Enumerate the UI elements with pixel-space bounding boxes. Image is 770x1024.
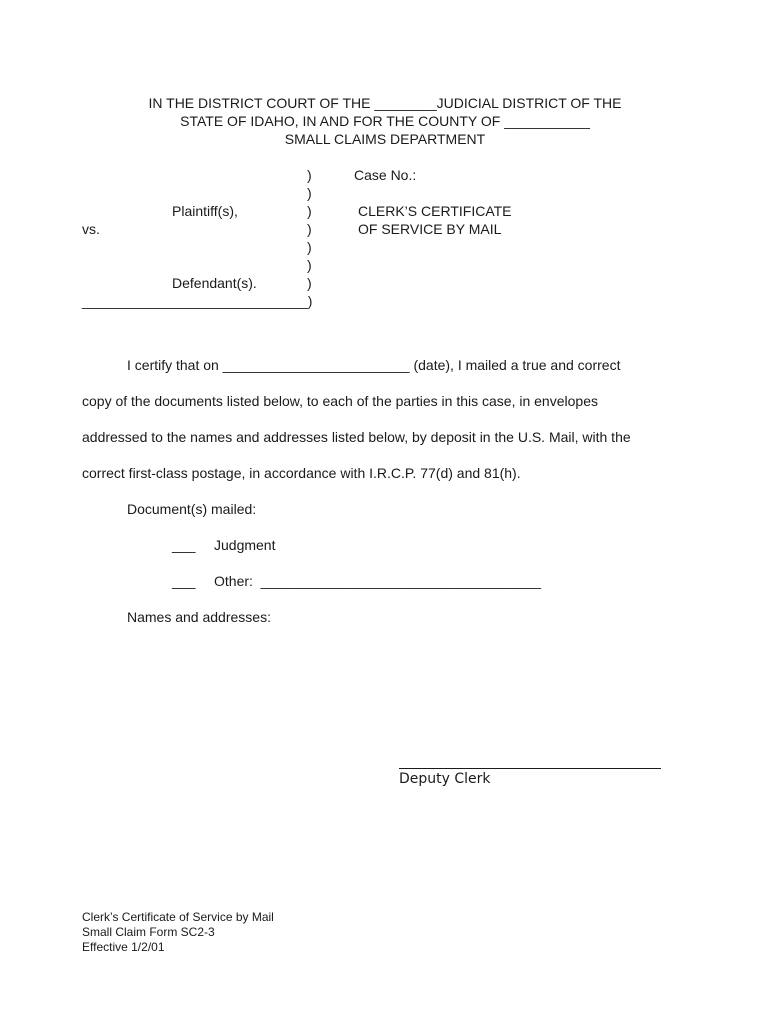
- documents-mailed-label: Document(s) mailed:: [127, 501, 257, 517]
- caption-paren: ): [307, 257, 312, 273]
- certify-line-2: copy of the documents listed below, to each of the parties in this case, in envelopes: [82, 393, 598, 409]
- footer-form-number: Small Claim Form SC2-3: [82, 925, 215, 939]
- caption-paren: ): [307, 185, 312, 201]
- judgment-label: Judgment: [214, 537, 276, 553]
- judgment-check-blank: ___: [172, 537, 196, 553]
- other-label: Other: ____________________________________: [214, 573, 541, 589]
- signature-line: [399, 768, 661, 769]
- certify-line-1: I certify that on ________________________ (date), I mailed a true and correct: [127, 357, 621, 373]
- footer-effective-date: Effective 1/2/01: [82, 940, 165, 954]
- caption-bottom-rule-paren: _____________________________): [82, 293, 313, 309]
- footer-form-title: Clerk’s Certificate of Service by Mail: [82, 910, 274, 924]
- document-title-line-1: CLERK’S CERTIFICATE: [358, 203, 512, 219]
- caption-paren: ): [307, 167, 312, 183]
- document-title-line-2: OF SERVICE BY MAIL: [358, 221, 502, 237]
- caption-paren: ): [307, 221, 312, 237]
- other-check-blank: ___: [172, 573, 196, 589]
- caption-paren: ): [307, 275, 312, 291]
- caption-paren: ): [307, 239, 312, 255]
- case-number-label: Case No.:: [354, 167, 417, 183]
- caption-paren: ): [307, 203, 312, 219]
- names-addresses-label: Names and addresses:: [127, 609, 271, 625]
- certify-line-4: correct first-class postage, in accordance with I.R.C.P. 77(d) and 81(h).: [82, 465, 521, 481]
- court-header-line-3: SMALL CLAIMS DEPARTMENT: [284, 131, 486, 147]
- court-header-line-2: STATE OF IDAHO, IN AND FOR THE COUNTY OF ___________: [180, 113, 590, 129]
- defendant-label: Defendant(s).: [172, 275, 257, 291]
- plaintiff-label: Plaintiff(s),: [172, 203, 238, 219]
- court-header-line-1: IN THE DISTRICT COURT OF THE ________JUDICIAL DISTRICT OF THE: [148, 95, 622, 111]
- deputy-clerk-label: Deputy Clerk: [399, 771, 491, 787]
- vs-label: vs.: [82, 221, 100, 237]
- certify-line-3: addressed to the names and addresses listed below, by deposit in the U.S. Mail, with the: [82, 429, 631, 445]
